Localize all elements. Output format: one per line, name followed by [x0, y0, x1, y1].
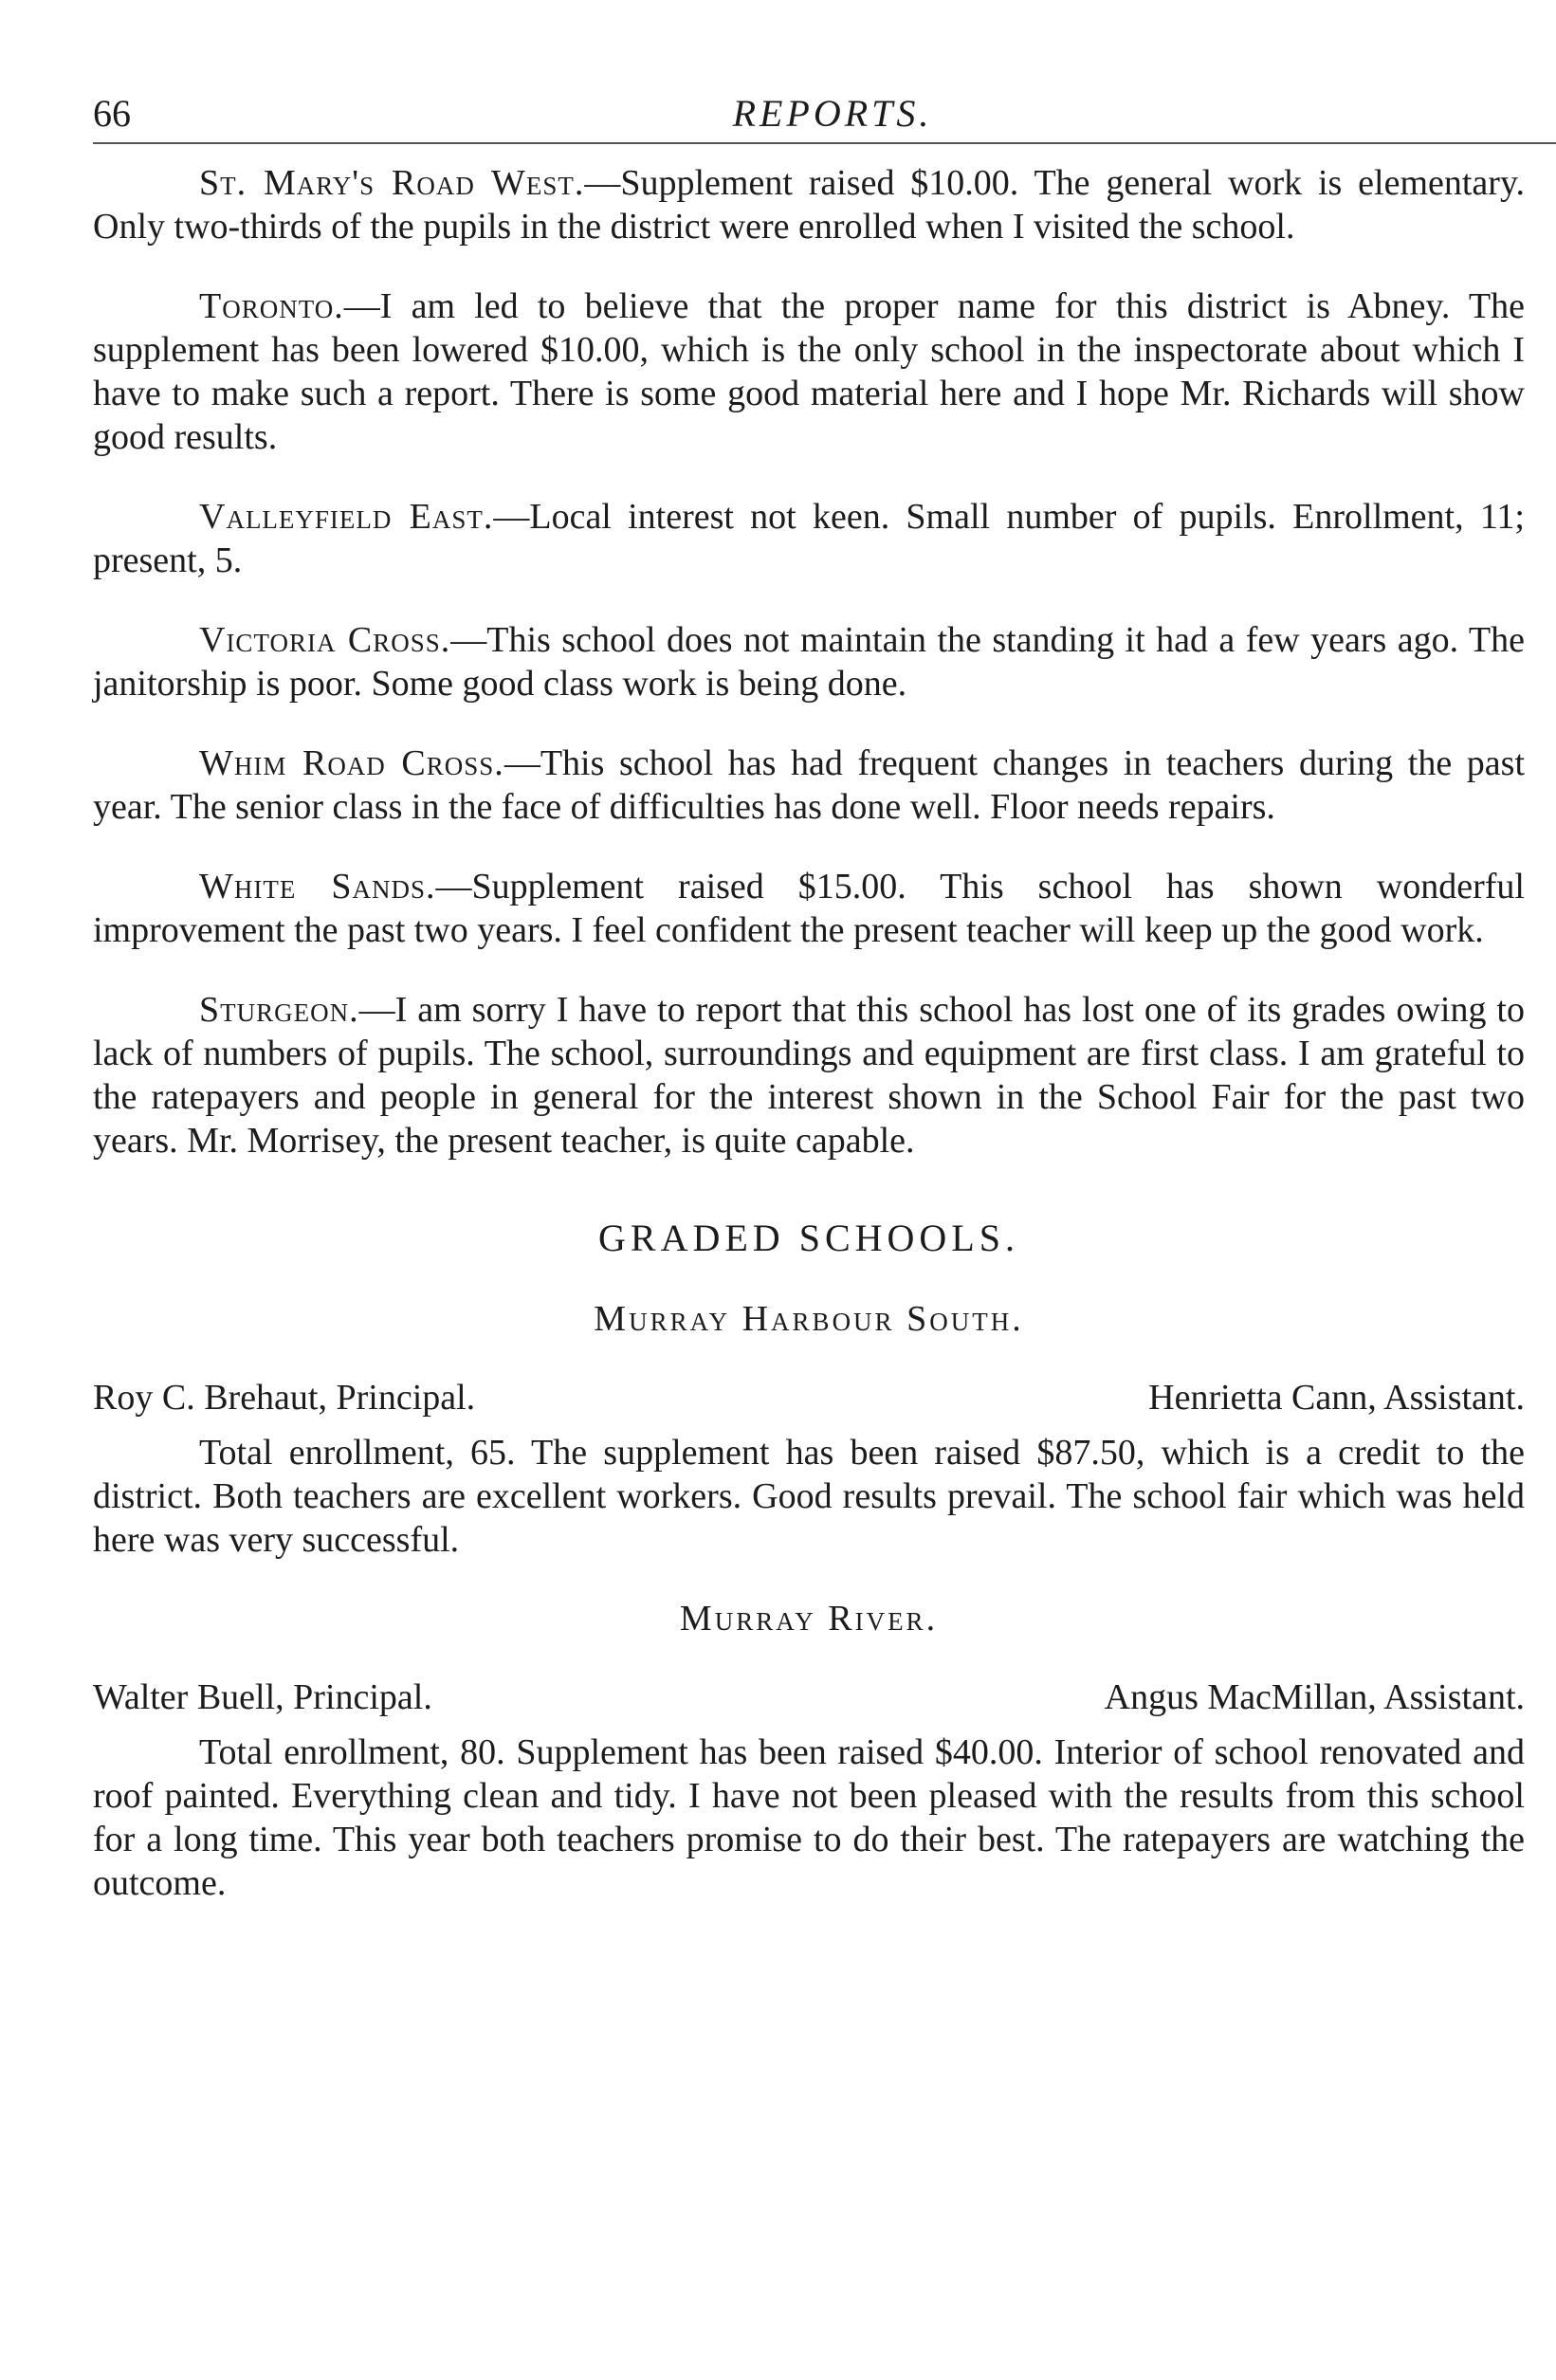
header-rule	[93, 142, 1556, 144]
school-name: Whim Road Cross.	[199, 743, 504, 783]
staff-line	[93, 1675, 1525, 1719]
entry-text: —This school does not maintain the standing it had a few years ago. The janitorship is poor. Some good class work is being done.	[93, 620, 1525, 704]
entry-text: —This school has had frequent changes in teachers during the past year. The senior class in the face of difficulties has done well. Floor needs repairs.	[93, 743, 1525, 827]
school-report: Total enrollment, 80. Supplement has been raised $40.00. Interior of school renovated and roof painted. Everything clean and tidy. I have not been pleased with the results from this school for a long time. This year both teachers promise to do their best. The ratepayers are watching the outcome.	[93, 1732, 1525, 1903]
staff-line	[93, 1376, 1525, 1419]
page-number: 66	[93, 92, 131, 135]
entry-text: —Supplement raised $15.00. This school has shown wonderful improvement the past two years. I feel confident the present teacher will keep up the good work.	[93, 867, 1525, 950]
school-name: Sturgeon.	[199, 990, 359, 1030]
school-report: Total enrollment, 65. The supplement has been raised $87.50, which is a credit to the district. Both teachers are excellent workers. Good results prevail. The school fair which was held here was very successful.	[93, 1433, 1525, 1560]
school-name: Valleyfield East.	[199, 497, 494, 537]
school-name: Toronto.	[199, 286, 344, 326]
report-entry	[93, 284, 1525, 459]
report-entry	[93, 988, 1525, 1163]
entry-text: —Supplement raised $10.00. The general work is elementary. Only two-thirds of the pupils in the district were enrolled when I visited the school.	[93, 163, 1525, 247]
entry-text: —I am sorry I have to report that this school has lost one of its grades owing to lack of numbers of pupils. The school, surroundings and equipment are first class. I am grateful to the ratepayers and people in general for the interest shown in the School Fair for the past two years. Mr. Morrisey, the present teacher, is quite capable.	[93, 990, 1525, 1161]
school-name: White Sands.	[199, 867, 436, 906]
report-entry	[93, 161, 1525, 248]
school-name: Victoria Cross.	[199, 620, 451, 660]
entry-text: —Local interest not keen. Small number of pupils. Enrollment, 11; present, 5.	[93, 497, 1525, 580]
report-entry	[93, 618, 1525, 705]
assistant-name: Angus MacMillan, Assistant.	[1104, 1677, 1525, 1717]
school-heading: Murray River.	[679, 1599, 939, 1639]
report-body	[93, 161, 1525, 1941]
principal-name: Roy C. Brehaut, Principal.	[93, 1378, 476, 1418]
report-entry	[93, 495, 1525, 582]
page-header	[93, 91, 1556, 138]
report-entry	[93, 741, 1525, 829]
running-head: REPORTS.	[732, 92, 933, 135]
principal-name: Walter Buell, Principal.	[93, 1677, 432, 1717]
school-heading: Murray Harbour South.	[594, 1299, 1024, 1339]
assistant-name: Henrietta Cann, Assistant.	[1148, 1378, 1525, 1418]
section-title: GRADED SCHOOLS.	[598, 1217, 1019, 1259]
report-entry	[93, 865, 1525, 952]
school-name: St. Mary's Road West.	[199, 163, 585, 203]
entry-text: —I am led to believe that the proper name for this district is Abney. The supplement has been lowered $10.00, which is the only school in the inspectorate about which I have to make such a report. There is some good material here and I hope Mr. Richards will show good results.	[93, 286, 1525, 457]
